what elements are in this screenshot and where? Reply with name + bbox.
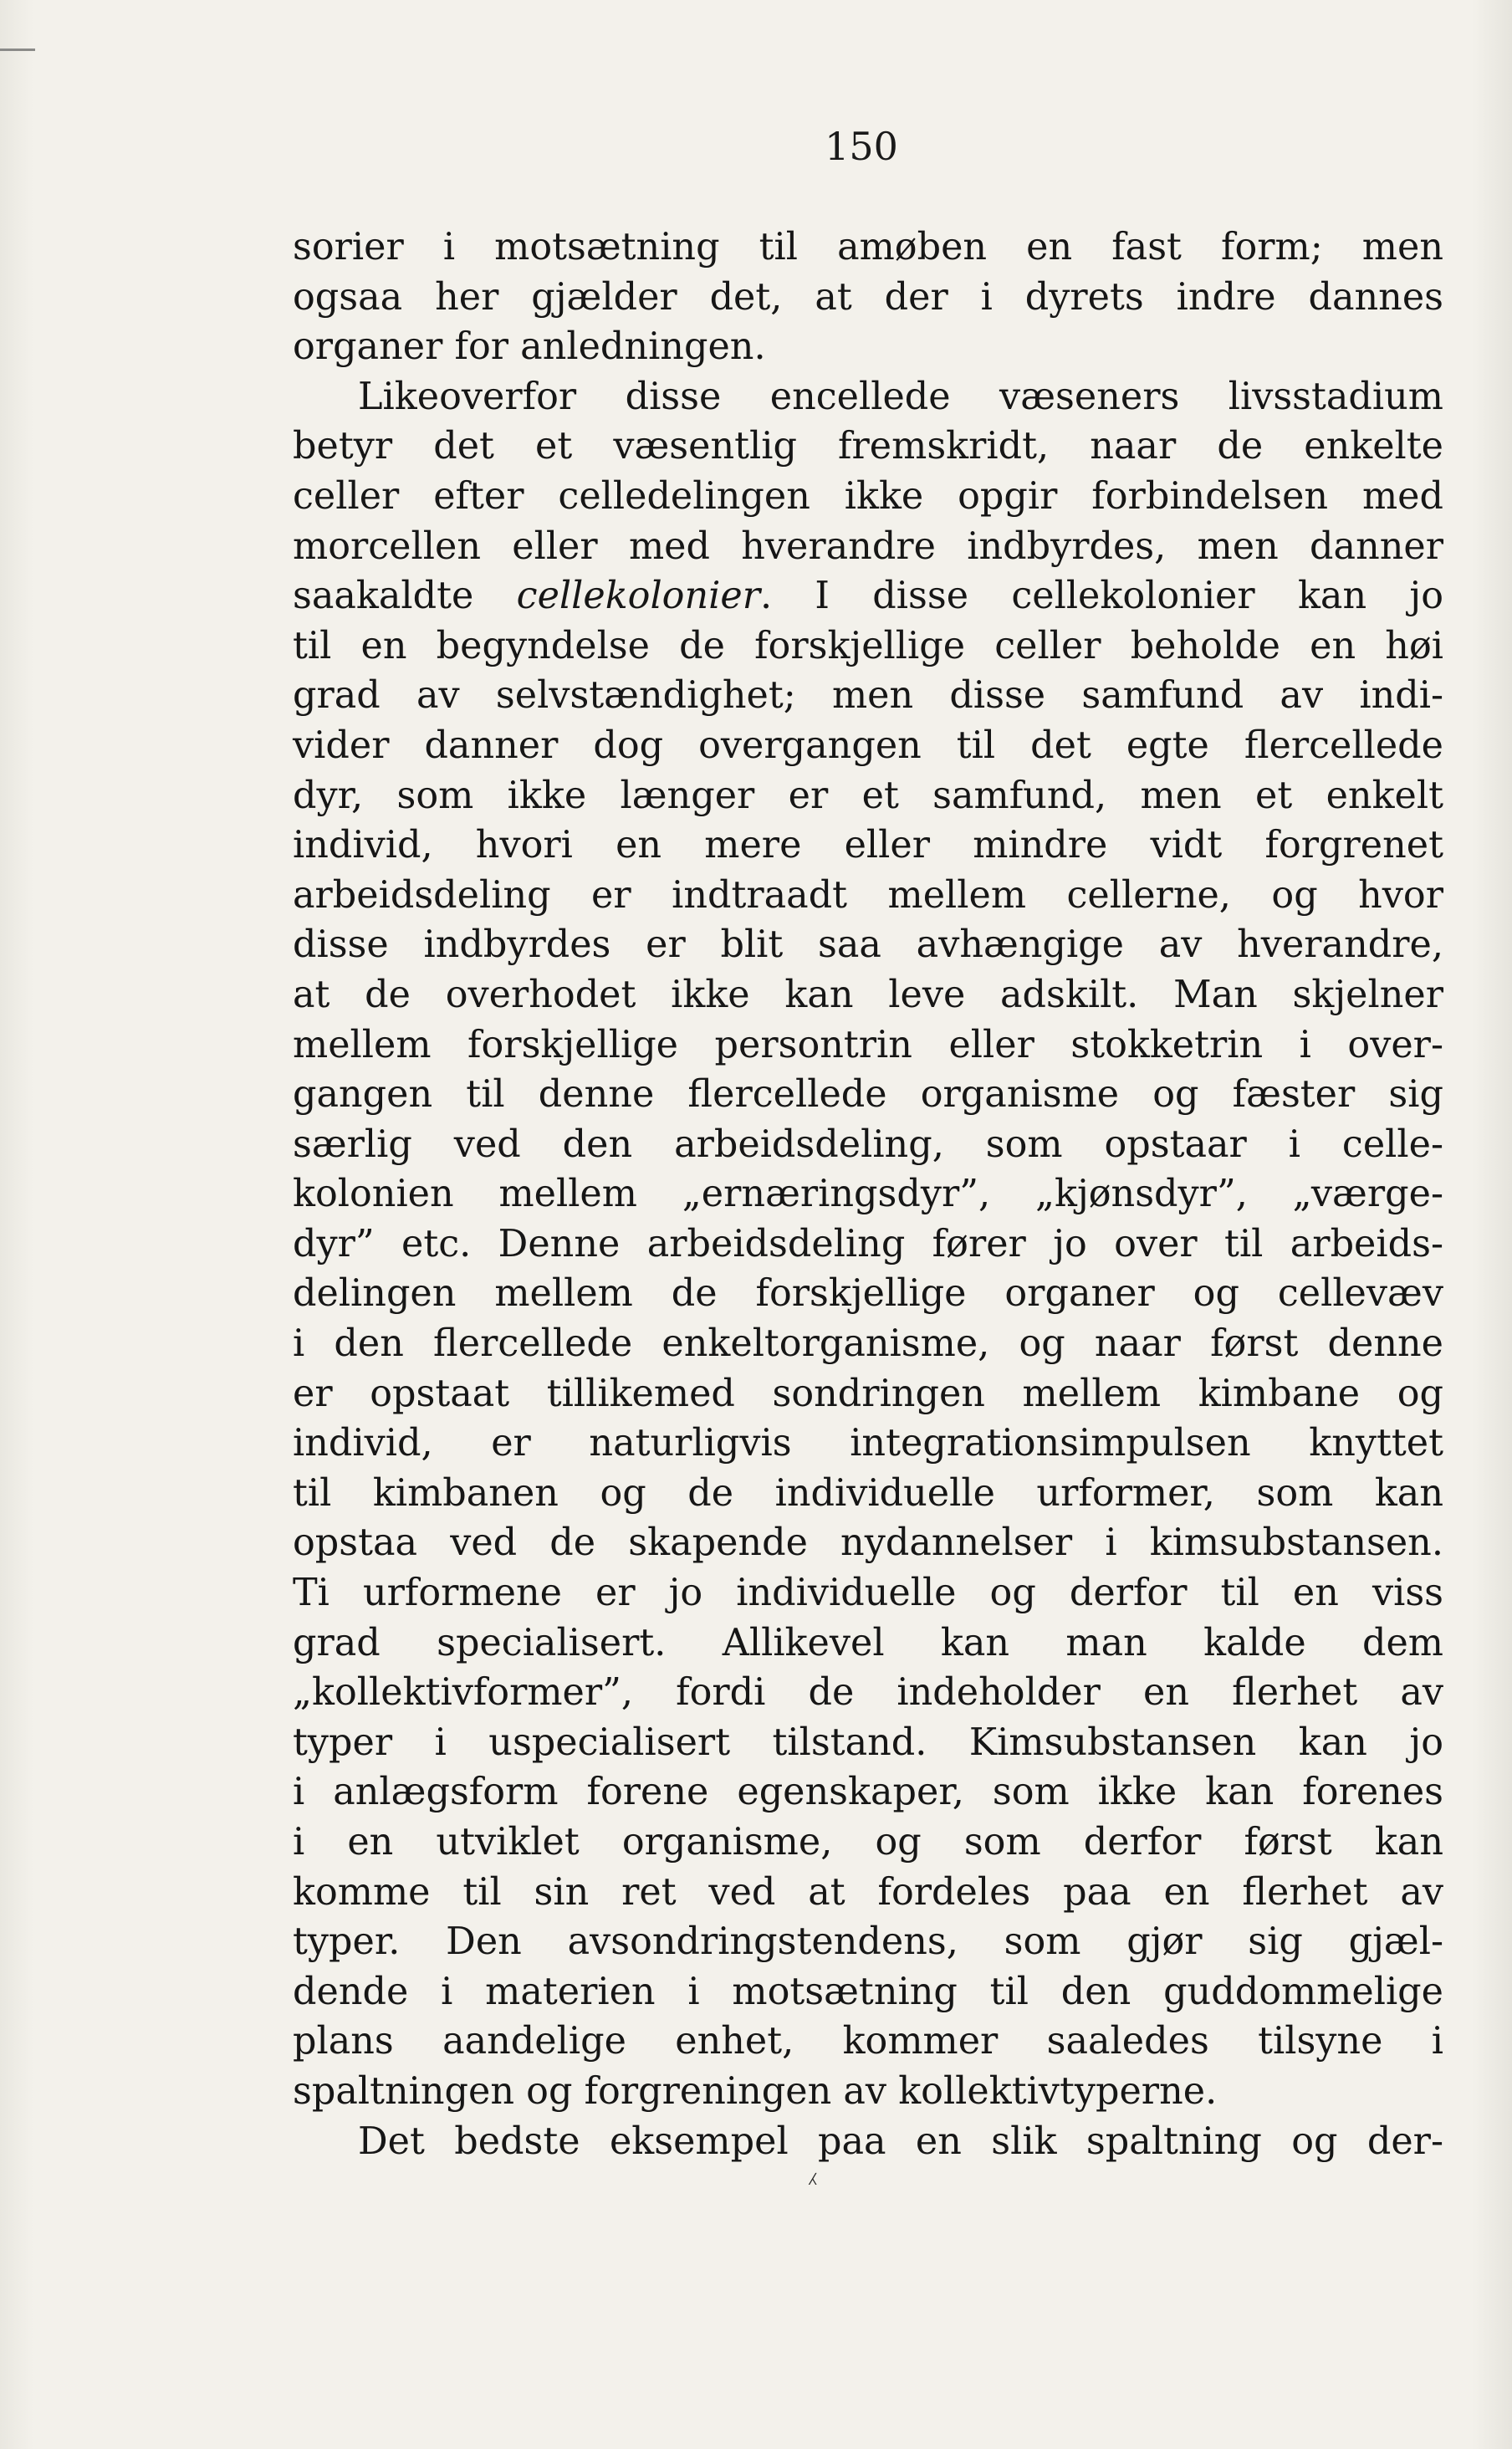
text-line: dende i materien i motsætning til den guddommelige — [293, 1970, 1443, 2013]
text-line: grad av selvstændighet; men disse samfund av indi- — [293, 674, 1443, 718]
text-line: til en begyndelse de forskjellige celler beholde en høi — [293, 624, 1443, 667]
text-line: dyr” etc. Denne arbeidsdeling fører jo over til arbeids- — [293, 1222, 1443, 1265]
text-line: i en utviklet organisme, og som derfor først kan — [293, 1821, 1443, 1864]
scan-edge-mark — [0, 49, 35, 51]
text-line: arbeidsdeling er indtraadt mellem cellerne, og hvor — [293, 873, 1443, 917]
text-line: Likeoverfor disse encellede væseners livsstadium — [358, 375, 1443, 418]
text-line: mellem forskjellige persontrin eller stokketrin i over- — [293, 1023, 1443, 1066]
page-number: 150 — [825, 124, 898, 169]
text-line: i anlægsform forene egenskaper, som ikke kan forenes — [293, 1771, 1443, 1814]
text-line-part: . I disse cellekolonier kan jo — [759, 575, 1443, 618]
text-line: gangen til denne flercellede organisme og fæster sig — [293, 1073, 1443, 1117]
italic-term: cellekolonier — [516, 575, 760, 618]
text-line: vider danner dog overgangen til det egte flercellede — [293, 723, 1443, 767]
text-line: celler efter celledelingen ikke opgir forbindelsen med — [293, 474, 1443, 518]
body-text — [293, 222, 1443, 2166]
text-line: delingen mellem de forskjellige organer og cellevæv — [293, 1272, 1443, 1316]
text-line: sorier i motsætning til amøben en fast form; men — [293, 226, 1443, 268]
text-line: spaltningen og forgreningen av kollektivtyperne. — [293, 2069, 1218, 2113]
text-line: „kollektivformer”, fordi de indeholder en flerhet av — [293, 1671, 1443, 1715]
text-line: individ, hvori en mere eller mindre vidt forgrenet — [293, 824, 1443, 867]
text-line: Ti urformene er jo individuelle og derfor til en viss — [293, 1572, 1443, 1615]
text-line: er opstaat tillikemed sondringen mellem kimbane og — [293, 1372, 1443, 1415]
text-line: disse indbyrdes er blit saa avhængige av hverandre, — [293, 923, 1443, 967]
text-line: særlig ved den arbeidsdeling, som opstaar i celle- — [293, 1122, 1443, 1166]
text-line: at de overhodet ikke kan leve adskilt. Man skjelner — [293, 973, 1443, 1016]
text-line: Det bedste eksempel paa en slik spaltning og der- — [358, 2119, 1443, 2163]
text-line: kolonien mellem „ernæringsdyr”, „kjønsdyr”, „værge- — [293, 1173, 1443, 1216]
text-line: grad specialisert. Allikevel kan man kalde dem — [293, 1621, 1443, 1664]
text-line: ogsaa her gjælder det, at der i dyrets indre dannes — [293, 275, 1443, 319]
printer-mark: ⁁ — [810, 2156, 816, 2186]
text-line: betyr det et væsentlig fremskridt, naar de enkelte — [293, 425, 1443, 468]
text-line — [293, 571, 1443, 621]
text-line: opstaa ved de skapende nydannelser i kimsubstansen. — [293, 1521, 1443, 1565]
text-line: typer i uspecialisert tilstand. Kimsubstansen kan jo — [293, 1720, 1443, 1764]
text-line: til kimbanen og de individuelle urformer, som kan — [293, 1471, 1443, 1515]
text-line: dyr, som ikke længer er et samfund, men et enkelt — [293, 774, 1443, 817]
text-line: komme til sin ret ved at fordeles paa en flerhet av — [293, 1870, 1443, 1914]
text-line-part: saakaldte — [293, 575, 517, 618]
text-line: i den flercellede enkeltorganisme, og naar først denne — [293, 1322, 1443, 1366]
text-line: organer for anledningen. — [293, 325, 766, 369]
text-line: typer. Den avsondringstendens, som gjør sig gjæl- — [293, 1920, 1443, 1964]
text-line: morcellen eller med hverandre indbyrdes, men danner — [293, 524, 1443, 568]
text-line: plans aandelige enhet, kommer saaledes tilsyne i — [293, 2020, 1443, 2063]
text-line: individ, er naturligvis integrationsimpulsen knyttet — [293, 1422, 1443, 1465]
